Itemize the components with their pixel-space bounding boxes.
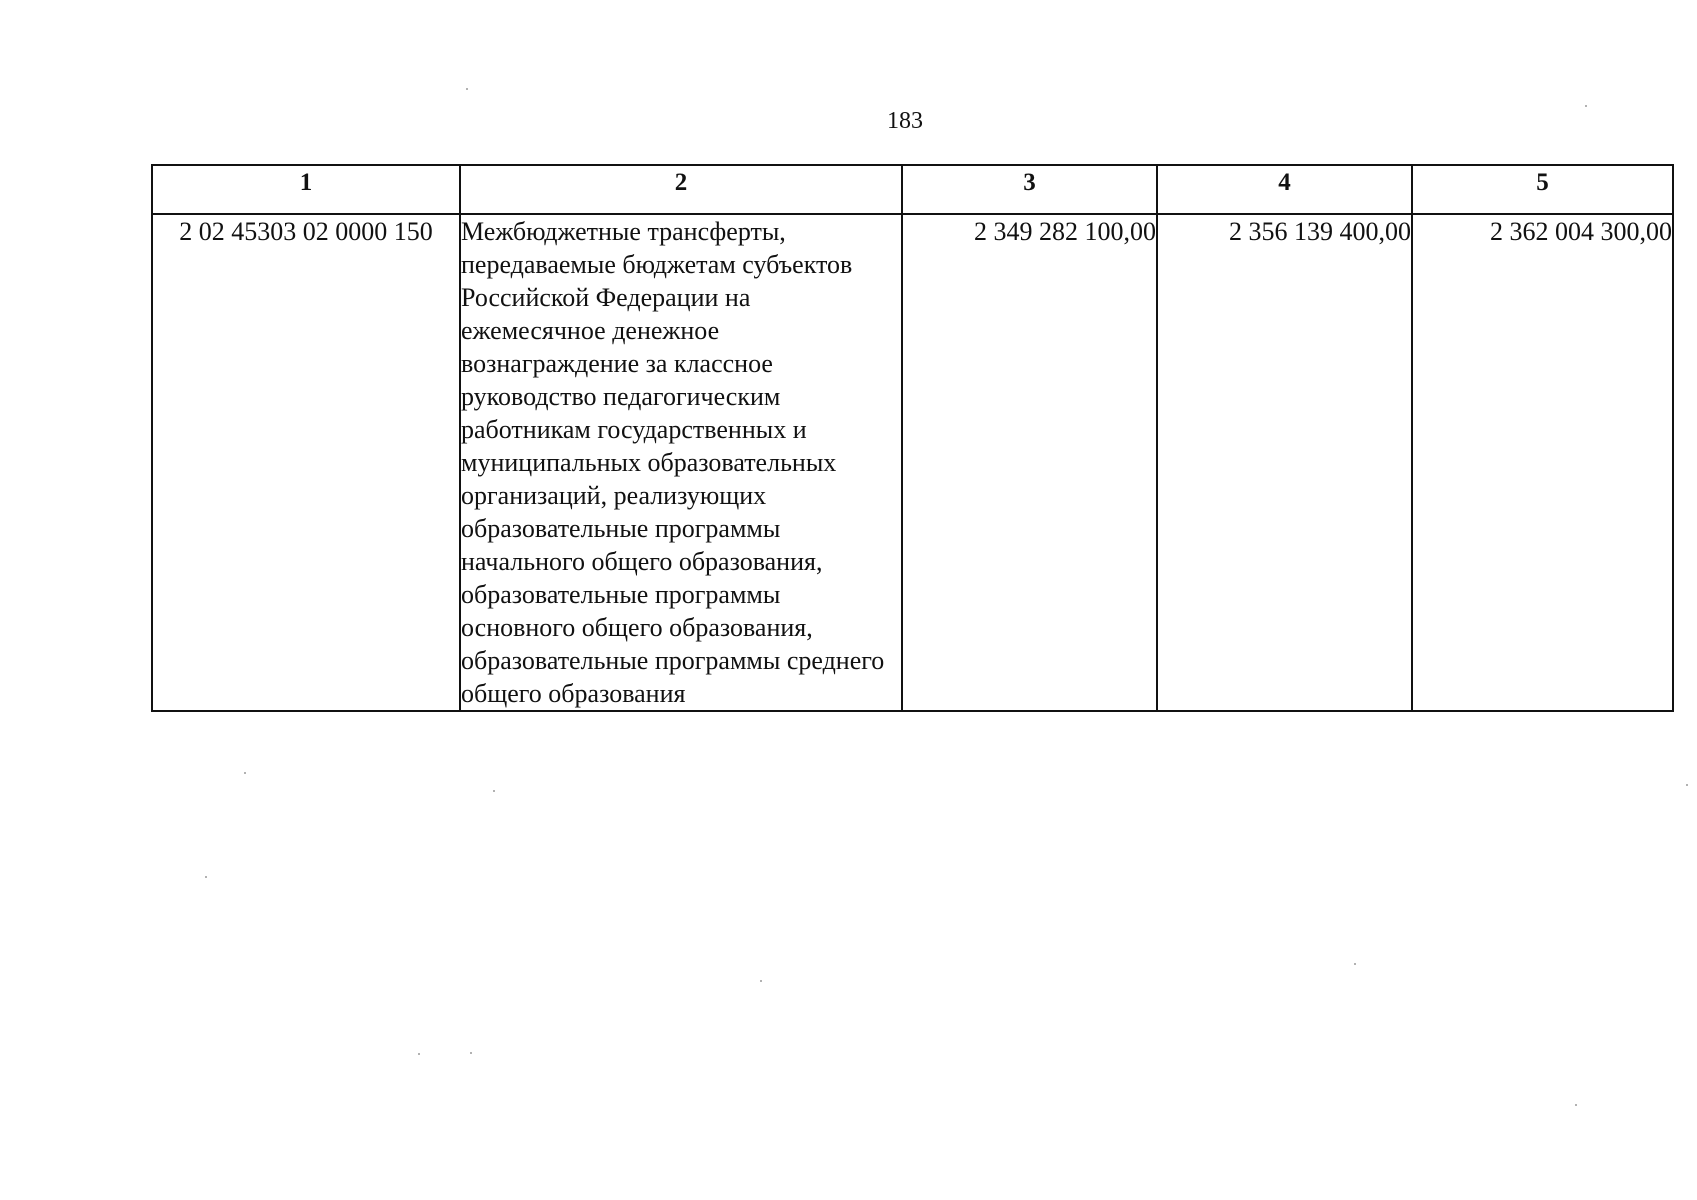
budget-code-cell: 2 02 45303 02 0000 150: [152, 214, 460, 711]
table-header-row: [152, 165, 1673, 214]
column-header-2: 2: [460, 165, 902, 214]
scan-speck: [418, 1053, 420, 1055]
column-header-1: 1: [152, 165, 460, 214]
scan-speck: [493, 790, 495, 792]
amount-col3-cell: 2 349 282 100,00: [902, 214, 1157, 711]
scan-speck: [470, 1052, 472, 1054]
page-number: 183: [887, 108, 923, 134]
description-cell: [460, 214, 902, 711]
scan-speck: [1575, 1104, 1577, 1106]
scan-speck: [760, 980, 762, 982]
scan-speck: [466, 88, 468, 90]
amount-col5-cell: 2 362 004 300,00: [1412, 214, 1673, 711]
budget-table: [151, 164, 1674, 712]
scan-speck: [244, 772, 246, 774]
scan-speck: [1354, 963, 1356, 965]
scan-speck: [1585, 105, 1587, 107]
column-header-3: 3: [902, 165, 1157, 214]
scan-speck: [205, 876, 207, 878]
amount-col4-cell: 2 356 139 400,00: [1157, 214, 1412, 711]
column-header-5: 5: [1412, 165, 1673, 214]
table-row: [152, 214, 1673, 711]
column-header-4: 4: [1157, 165, 1412, 214]
description-text: Межбюджетные трансферты, передаваемые бюджетам субъектов Российской Федерации на ежемесячное денежное вознаграждение за классное руководство педагогическим работникам государственных и муниципальных образовательных организаций, реализующих образовательные программы начального общего образования, образовательные программы основного общего образования, образовательные программы среднего общего образования: [461, 217, 885, 708]
scan-speck: [1686, 784, 1688, 786]
